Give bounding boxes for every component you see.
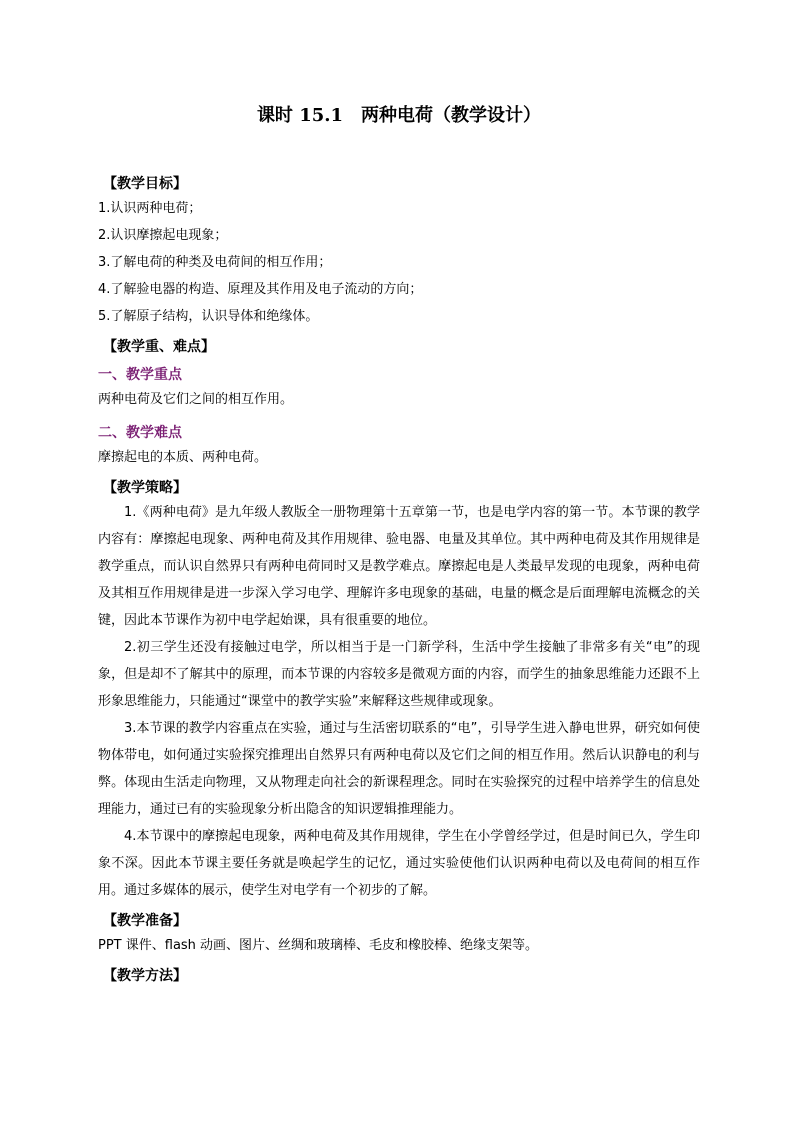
strategy-paragraph: 2.初三学生还没有接触过电学，所以相当于是一门新学科，生活中学生接触了非常多有关“电”的现象，但是却不了解其中的原理，而本节课的内容较多是微观方面的内容，而学生的抽象思维能力还跟不上形象思维能力，只能通过“课堂中的教学实验”来解释这些规律或现象。 [98, 640, 700, 709]
teaching-focus-title: 一、教学重点 [98, 367, 182, 383]
key-points-heading: 【教学重、难点】 [103, 339, 215, 355]
teaching-focus-text: 两种电荷及它们之间的相互作用。 [98, 392, 294, 407]
objectives-heading: 【教学目标】 [103, 176, 187, 192]
objective-item: 1.认识两种电荷； [98, 201, 202, 216]
teaching-difficulty-title: 二、教学难点 [98, 425, 182, 441]
strategy-heading: 【教学策略】 [103, 480, 187, 496]
strategy-body [98, 499, 700, 904]
teaching-difficulty-text: 摩擦起电的本质、两种电荷。 [98, 450, 268, 465]
objective-item: 2.认识摩擦起电现象； [98, 228, 228, 243]
methods-heading: 【教学方法】 [103, 968, 187, 984]
objective-item: 5.了解原子结构，认识导体和绝缘体。 [98, 309, 319, 324]
objective-item: 4.了解验电器的构造、原理及其作用及电子流动的方向； [98, 282, 423, 297]
strategy-paragraph: 3.本节课的教学内容重点在实验，通过与生活密切联系的“电”，引导学生进入静电世界，研究如何使物体带电，如何通过实验探究推理出自然界只有两种电荷以及它们之间的相互作用。然后认识静电的利与弊。体现由生活走向物理，又从物理走向社会的新课程理念。同时在实验探究的过程中培养学生的信息处理能力，通过已有的实验现象分析出隐含的知识逻辑推理能力。 [98, 721, 700, 817]
strategy-paragraph: 4.本节课中的摩擦起电现象，两种电荷及其作用规律，学生在小学曾经学过，但是时间已久，学生印象不深。因此本节课主要任务就是唤起学生的记忆，通过实验使他们认识两种电荷以及电荷间的相互作用。通过多媒体的展示，使学生对电学有一个初步的了解。 [98, 829, 700, 898]
preparation-heading: 【教学准备】 [103, 913, 187, 929]
document-title: 课时 15.1 两种电荷（教学设计） [256, 105, 542, 126]
strategy-paragraph: 1.《两种电荷》是九年级人教版全一册物理第十五章第一节，也是电学内容的第一节。本节课的教学内容有：摩擦起电现象、两种电荷及其作用规律、验电器、电量及其单位。其中两种电荷及其作用规律是教学重点，而认识自然界只有两种电荷同时又是教学难点。摩擦起电是人类最早发现的电现象，两种电荷及其相互作用规律是进一步深入学习电学、理解许多电现象的基础，电量的概念是后面理解电流概念的关键，因此本节课作为初中电学起始课，具有很重要的地位。 [98, 505, 700, 628]
objective-item: 3.了解电荷的种类及电荷间的相互作用； [98, 255, 332, 270]
preparation-text: PPT 课件、flash 动画、图片、丝绸和玻璃棒、毛皮和橡胶棒、绝缘支架等。 [98, 938, 539, 953]
